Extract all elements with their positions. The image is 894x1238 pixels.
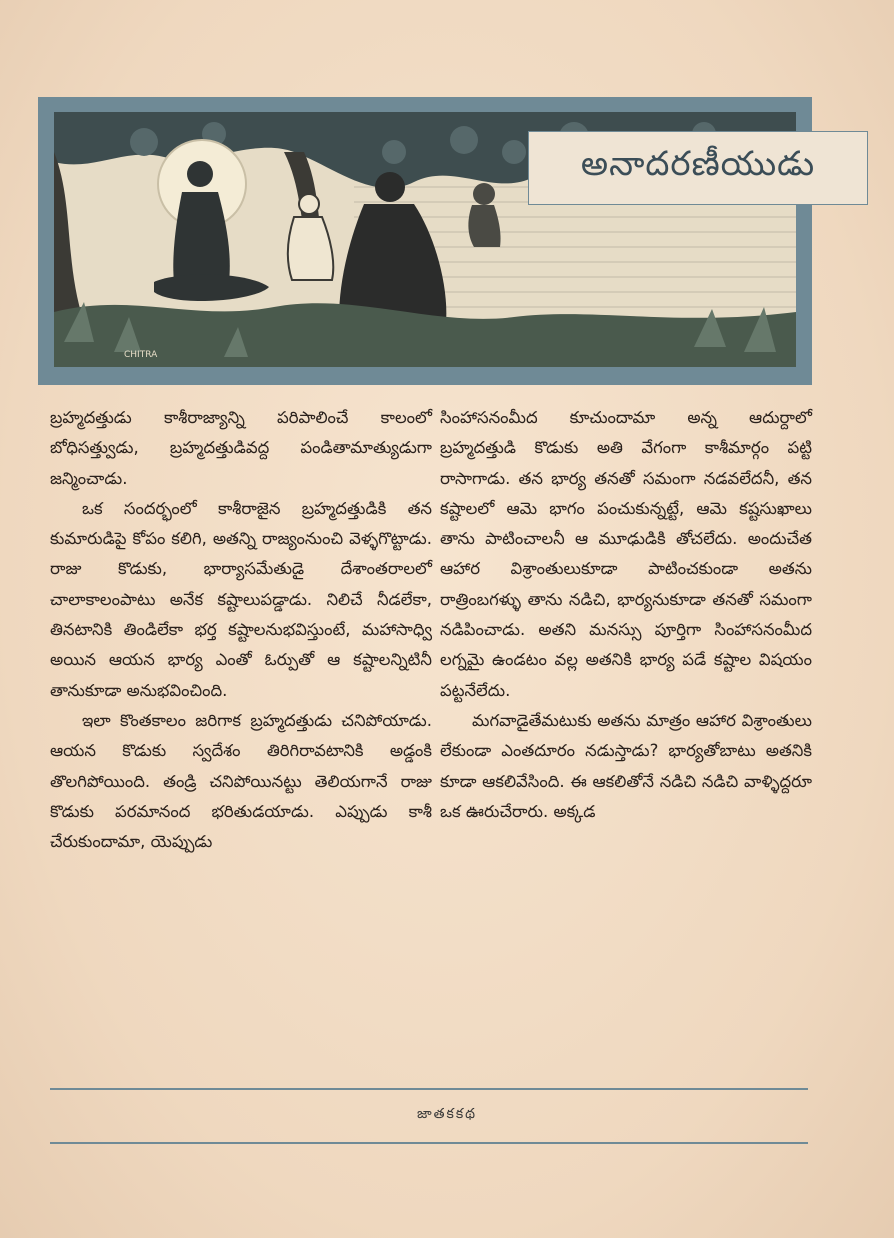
footer-text: జాతకకథ	[416, 1106, 478, 1122]
story-title: అనాదరణీయుడు	[580, 144, 816, 184]
paragraph: బ్రహ్మదత్తుడు కాశీరాజ్యాన్ని పరిపాలించే కాలంలో బోధిసత్త్వుడు, బ్రహ్మదత్తుడివద్ద పండితామాత్యుడుగా జన్మించాడు.	[50, 408, 432, 488]
footer-rule-top	[50, 1088, 808, 1090]
paragraph: సింహాసనంమీద కూచుందామా అన్న ఆదుర్దాలో బ్రహ్మదత్తుడి కొడుకు అతి వేగంగా కాశీమార్గం పట్టి రాసాగాడు. తన భార్య తనతో సమంగా నడవలేదనీ, తన కష్టాలలో ఆమె భాగం పంచుకున్నట్టే, ఆమె కష్టసుఖాలు తాను పాటించాలనీ ఆ మూఢుడికి తోచలేదు. అందుచేత ఆహార విశ్రాంతులుకూడా పాటించకుండా అతను రాత్రింబగళ్ళు తాను నడిచి, భార్యనుకూడా తనతో సమంగా నడిపించాడు. అతని మనస్సు పూర్తిగా సింహాసనంమీద లగ్నమై ఉండటం వల్ల అతనికి భార్య పడే కష్టాల విషయం పట్టనేలేదు.	[440, 408, 812, 700]
paragraph: ఒక సందర్భంలో కాశీరాజైన బ్రహ్మదత్తుడికి తన కుమారుడిపై కోపం కలిగి, అతన్ని రాజ్యంనుంచి వెళ్ళగొట్టాడు. రాజు కొడుకు, భార్యాసమేతుడై దేశాంతరాలలో చాలాకాలంపాటు అనేక కష్టాలుపడ్డాడు. నిలిచే నీడలేకా, తినటానికి తిండిలేకా భర్త కష్టాలనుభవిస్తుంటే, మహాసాధ్వి అయిన ఆయన భార్య ఎంతో ఓర్పుతో ఆ కష్టాలన్నిటినీ తానుకూడా అనుభవించింది.	[50, 498, 432, 700]
title-box	[528, 131, 868, 205]
paragraph: మగవాడైతేమటుకు అతను మాత్రం ఆహార విశ్రాంతులు లేకుండా ఎంతదూరం నడుస్తాడు? భార్యతోబాటు అతనికి కూడా ఆకలివేసింది. ఈ ఆకలితోనే నడిచి నడిచి వాళ్ళిద్దరూ ఒక ఊరుచేరారు. అక్కడ	[440, 710, 812, 821]
paragraph: ఇలా కొంతకాలం జరిగాక బ్రహ్మదత్తుడు చనిపోయాడు. ఆయన కొడుకు స్వదేశం తిరిగిరావటానికి అడ్డంకి తొలగిపోయింది. తండ్రి చనిపోయినట్టు తెలియగానే రాజు కొడుకు పరమానంద భరితుడయాడు. ఎప్పుడు కాశీ చేరుకుందామా, యెప్పుడు	[50, 710, 432, 852]
right-column	[440, 403, 812, 827]
footer-rule-bottom	[50, 1142, 808, 1144]
left-column	[50, 403, 432, 857]
artist-signature: CHITRA	[124, 350, 158, 360]
